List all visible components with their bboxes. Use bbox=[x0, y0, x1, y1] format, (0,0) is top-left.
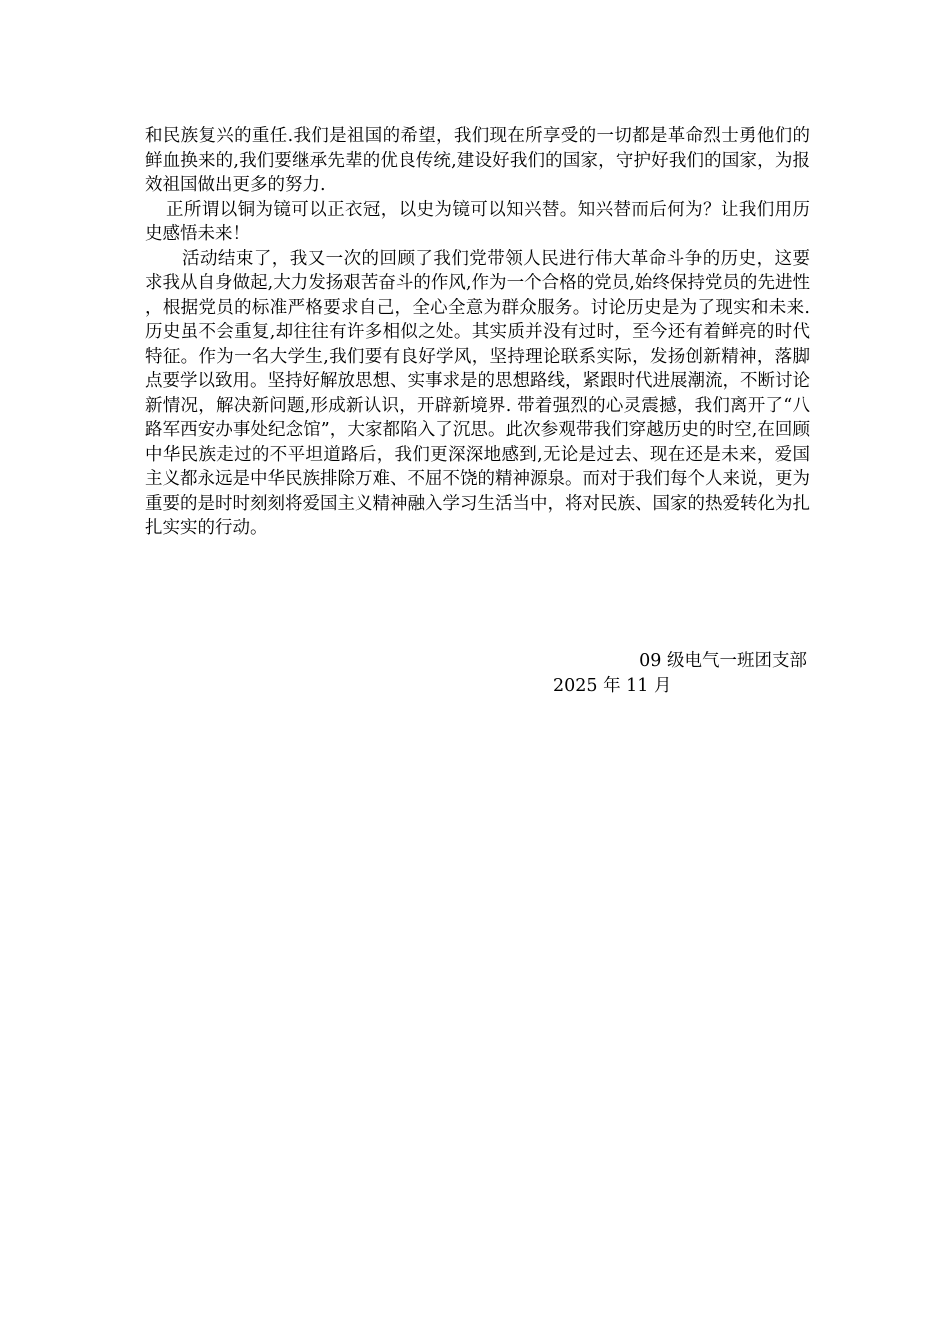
signature-date: 2025 年 11 月 bbox=[553, 676, 672, 696]
paragraph-patriotic-duty: 和民族复兴的重任.我们是祖国的希望，我们现在所享受的一切都是革命烈士勇他们的鲜血换来的,我们要继承先辈的优良传统,建设好我们的国家，守护好我们的国家，为报效祖国做出更多的努力. bbox=[145, 126, 810, 195]
paragraph-activity-reflection: 活动结束了，我又一次的回顾了我们党带领人民进行伟大革命斗争的历史，这要求我从自身做起,大力发扬艰苦奋斗的作风,作为一个合格的党员,始终保持党员的先进性，根据党员的标准严格要求自己，全心全意为群众服务。讨论历史是为了现实和未来.历史虽不会重复,却往往有许多相似之处。其实质并没有过时，至今还有着鲜亮的时代特征。作为一名大学生,我们要有良好学风，坚持理论联系实际，发扬创新精神，落脚点要学以致用。坚持好解放思想、实事求是的思想路线，紧跟时代进展潮流，不断讨论新情况，解决新问题,形成新认识，开辟新境界. 带着强烈的心灵震撼，我们离开了“八路军西安办事处纪念馆”，大家都陷入了沉思。此次参观带我们穿越历史的时空,在回顾中华民族走过的不平坦道路后，我们更深深地感到,无论是过去、现在还是未来，爱国主义都永远是中华民族排除万难、不屈不饶的精神源泉。而对于我们每个人来说，更为重要的是时时刻刻将爱国主义精神融入学习生活当中，将对民族、国家的热爱转化为扎扎实实的行动。 bbox=[145, 248, 810, 538]
paragraph-history-mirror: 正所谓以铜为镜可以正衣冠，以史为镜可以知兴替。知兴替而后何为？让我们用历史感悟未来！ bbox=[145, 199, 810, 244]
document-body bbox=[145, 124, 810, 541]
signature-organization: 09 级电气一班团支部 bbox=[639, 651, 807, 671]
